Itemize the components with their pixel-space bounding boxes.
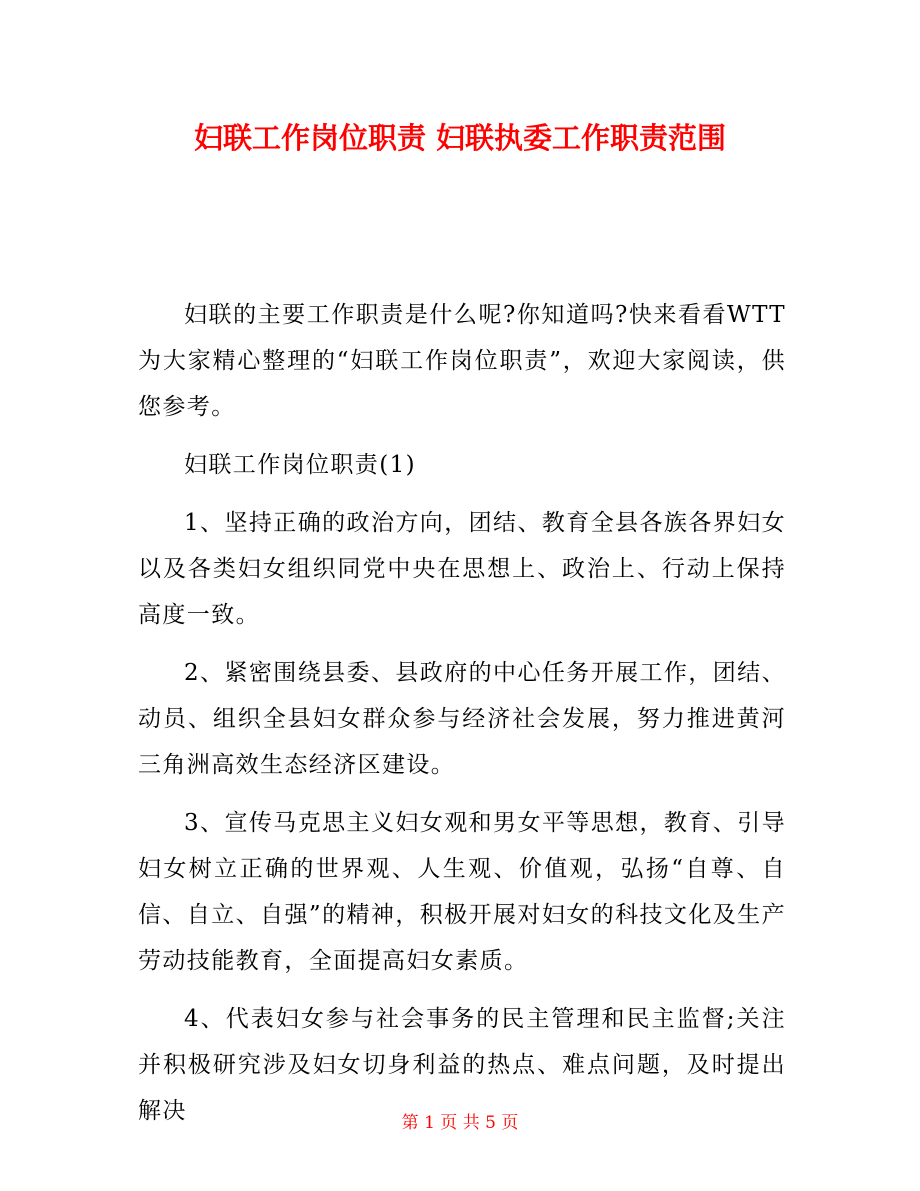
document-body <box>138 292 786 1146</box>
paragraph-item-3: 3、宣传马克思主义妇女观和男女平等思想，教育、引导妇女树立正确的世界观、人生观、价值观，弘扬“自尊、自信、自立、自强”的精神，积极开展对妇女的科技文化及生产劳动技能教育，全面提高妇女素质。 <box>138 810 786 974</box>
page-number-footer: 第 1 页 共 5 页 <box>401 1113 519 1133</box>
paragraph-item-2: 2、紧密围绕县委、县政府的中心任务开展工作，团结、动员、组织全县妇女群众参与经济社会发展，努力推进黄河三角洲高效生态经济区建设。 <box>138 660 786 778</box>
paragraph-section-heading: 妇联工作岗位职责(1) <box>184 452 416 478</box>
paragraph-intro: 妇联的主要工作职责是什么呢?你知道吗?快来看看WTT为大家精心整理的“妇联工作岗位职责”，欢迎大家阅读，供您参考。 <box>138 302 786 420</box>
document-title: 妇联工作岗位职责 妇联执委工作职责范围 <box>193 121 727 155</box>
paragraph-item-4: 4、代表妇女参与社会事务的民主管理和民主监督;关注并积极研究涉及妇女切身利益的热点、难点问题，及时提出解决 <box>138 1006 786 1124</box>
paragraph-item-1: 1、坚持正确的政治方向，团结、教育全县各族各界妇女以及各类妇女组织同党中央在思想上、政治上、行动上保持高度一致。 <box>138 510 786 628</box>
